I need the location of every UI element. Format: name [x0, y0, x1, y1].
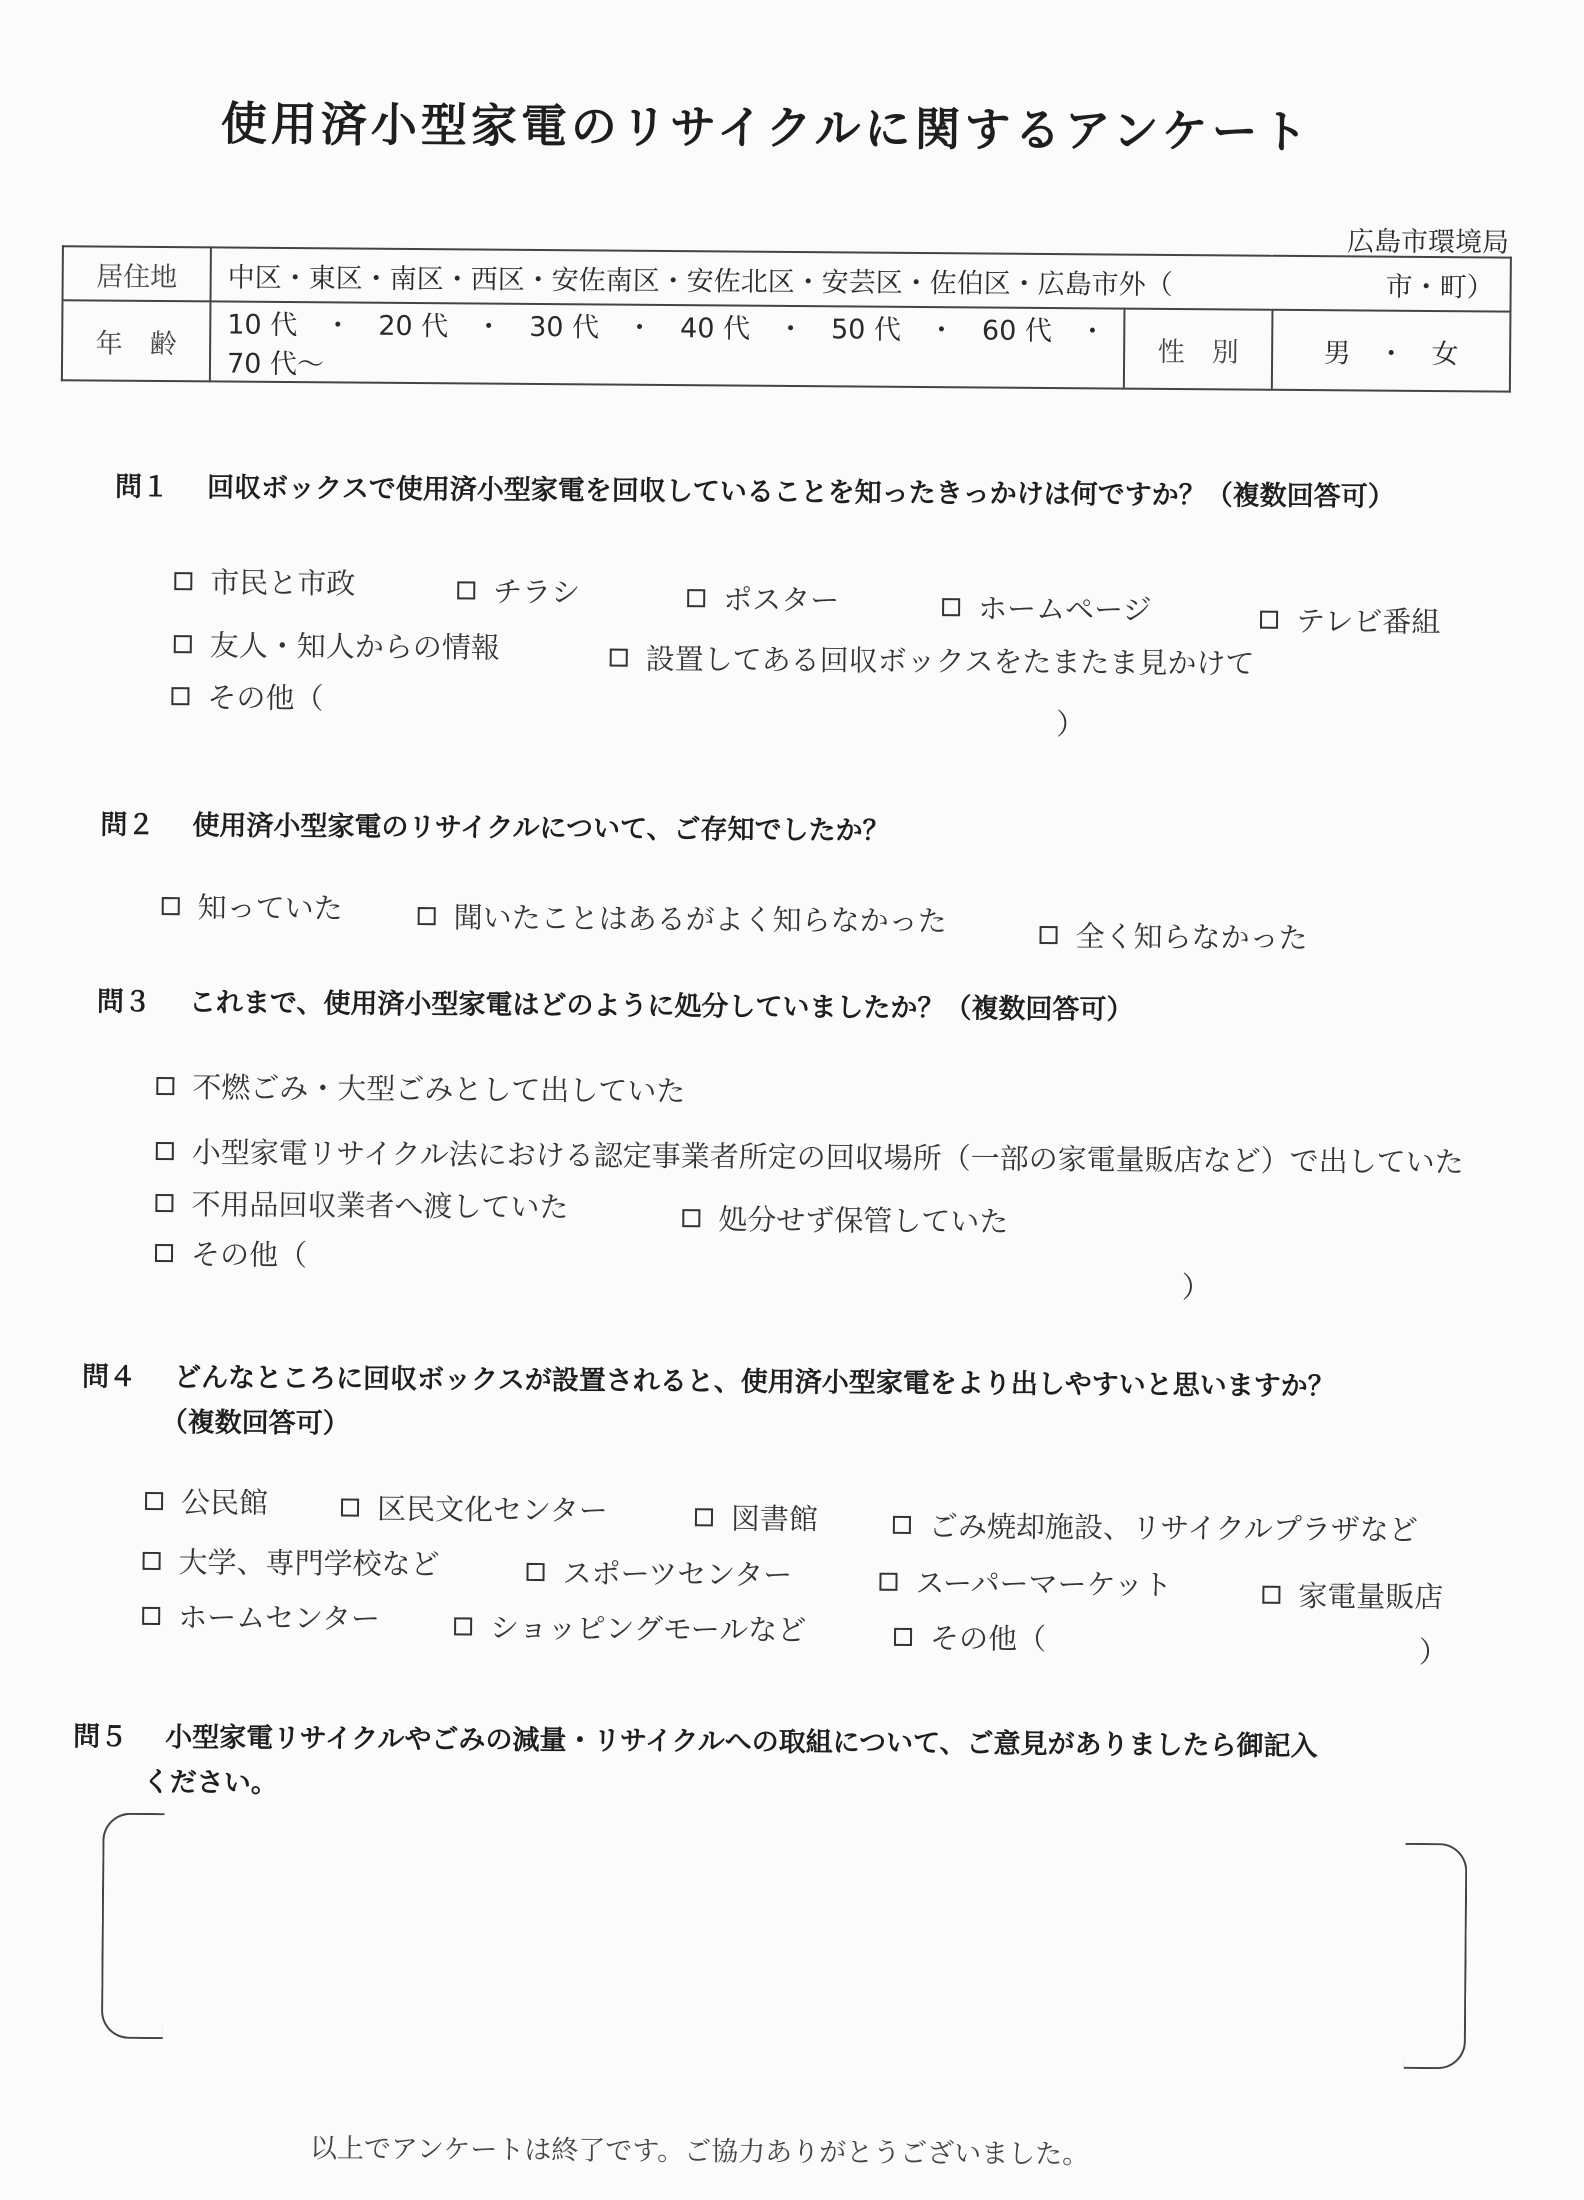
option-label: 大学、専門学校など: [178, 1545, 440, 1582]
q4-option-6[interactable]: [526, 1551, 792, 1594]
q2-number: 問２: [100, 809, 155, 841]
age-options: 10 代 ・ 20 代 ・ 30 代 ・ 40 代 ・ 50 代 ・ 60 代 ・ 70 代～: [210, 301, 1125, 388]
q2-option-2[interactable]: [418, 895, 947, 940]
q1-close-paren: ）: [1056, 707, 1086, 742]
q1-option-5[interactable]: [1260, 599, 1441, 641]
respondent-info-table: [61, 245, 1512, 392]
option-label: チラシ: [493, 574, 581, 610]
gender-options: 男 ・ 女: [1272, 310, 1511, 392]
option-label: 家電量販店: [1298, 1578, 1444, 1615]
checkbox[interactable]: [1260, 610, 1278, 628]
option-label: ごみ焼却施設、リサイクルプラザなど: [928, 1509, 1418, 1547]
checkbox[interactable]: [457, 581, 475, 599]
gender-label: 性 別: [1124, 309, 1273, 390]
q4-option-10[interactable]: [454, 1605, 806, 1649]
option-label: テレビ番組: [1295, 603, 1441, 640]
page-title: 使用済小型家電のリサイクルに関するアンケート: [220, 96, 1312, 160]
checkbox[interactable]: [142, 1606, 160, 1624]
checkbox[interactable]: [610, 648, 628, 666]
option-label: その他（: [190, 1237, 308, 1273]
q1-option-7[interactable]: [610, 637, 1255, 683]
option-label: スーパーマーケット: [915, 1565, 1173, 1603]
q1-option-4[interactable]: [942, 586, 1152, 629]
checkbox[interactable]: [174, 635, 192, 653]
checkbox[interactable]: [145, 1491, 163, 1509]
q2-option-3[interactable]: [1039, 914, 1307, 957]
q5-heading: [73, 1714, 1318, 1763]
q1-option-1[interactable]: [174, 560, 355, 602]
q5-text: 小型家電リサイクルやごみの減量・リサイクルへの取組について、ご意見がありましたら御記入: [165, 1722, 1318, 1763]
checkbox[interactable]: [418, 907, 436, 925]
q1-option-6[interactable]: [174, 623, 500, 667]
q4-number: 問４: [81, 1361, 137, 1393]
q2-heading: [100, 803, 889, 848]
checkbox[interactable]: [155, 1244, 173, 1262]
q3-option-2[interactable]: [156, 1130, 1464, 1181]
option-label: ショッピングモールなど: [489, 1610, 807, 1648]
q4-text: どんなところに回収ボックスが設置されると、使用済小型家電をより出しやすいと思いますか？: [173, 1362, 1335, 1403]
q4-option-9[interactable]: [142, 1595, 380, 1638]
age-label: 年 齢: [62, 300, 211, 381]
q3-heading: [97, 980, 1134, 1027]
checkbox[interactable]: [143, 1551, 161, 1569]
option-label: 小型家電リサイクル法における認定事業者所定の回収場所（一部の家電量販店など）で出していた: [191, 1135, 1464, 1180]
option-label: 全く知らなかった: [1075, 919, 1308, 956]
option-label: 設置してある回収ボックスをたまたま見かけて: [645, 641, 1255, 681]
option-label: 聞いたことはあるがよく知らなかった: [453, 900, 947, 939]
checkbox[interactable]: [879, 1572, 897, 1590]
option-label: 知っていた: [197, 890, 343, 926]
residence-options: 中区・東区・南区・西区・安佐南区・安佐北区・安芸区・佐伯区・広島市外（: [227, 262, 1173, 301]
q4-option-8[interactable]: [1262, 1574, 1443, 1616]
q2-option-1[interactable]: [162, 885, 343, 927]
q4-option-7[interactable]: [879, 1561, 1172, 1604]
checkbox[interactable]: [156, 1077, 174, 1095]
option-label: その他（: [207, 680, 324, 716]
checkbox[interactable]: [155, 1194, 173, 1212]
q4-option-2[interactable]: [341, 1486, 608, 1529]
q3-option-3[interactable]: [155, 1182, 568, 1226]
checkbox[interactable]: [174, 572, 192, 590]
checkbox[interactable]: [162, 897, 180, 915]
option-label: 区民文化センター: [376, 1491, 609, 1528]
option-label: 処分せず保管していた: [718, 1202, 1009, 1239]
q3-text: これまで、使用済小型家電はどのように処分していましたか？（複数回答可）: [188, 987, 1134, 1026]
checkbox[interactable]: [894, 1627, 912, 1645]
residence-label: 居住地: [63, 246, 211, 301]
checkbox[interactable]: [156, 1142, 174, 1160]
q2-text: 使用済小型家電のリサイクルについて、ご存知でしたか？: [192, 810, 890, 847]
checkbox[interactable]: [695, 1508, 713, 1526]
option-label: ホームセンター: [178, 1600, 381, 1636]
option-label: 不用品回収業者へ渡していた: [191, 1187, 569, 1225]
q1-heading: [115, 465, 1395, 514]
checkbox[interactable]: [682, 1209, 700, 1227]
q4-close-paren: ）: [1418, 1634, 1449, 1670]
q3-close-paren: ）: [1181, 1270, 1211, 1305]
q3-option-1[interactable]: [156, 1065, 685, 1110]
option-label: 公民館: [180, 1485, 269, 1520]
comment-area[interactable]: [101, 1813, 1468, 2046]
checkbox[interactable]: [171, 687, 189, 705]
option-label: その他（: [929, 1621, 1047, 1657]
option-label: 不燃ごみ・大型ごみとして出していた: [192, 1070, 686, 1109]
q3-option-4[interactable]: [682, 1197, 1008, 1241]
q4-heading-line2: （複数回答可）: [160, 1407, 350, 1440]
q1-option-3[interactable]: [687, 577, 839, 619]
checkbox[interactable]: [526, 1562, 544, 1580]
q5-number: 問５: [73, 1721, 128, 1753]
q4-option-11[interactable]: [894, 1616, 1046, 1658]
q4-option-1[interactable]: [145, 1480, 268, 1522]
option-label: 友人・知人からの情報: [209, 628, 500, 665]
q1-text: 回収ボックスで使用済小型家電を回収していることを知ったきっかけは何ですか？（複数回答可）: [206, 472, 1395, 513]
q4-heading: [82, 1354, 1335, 1403]
checkbox[interactable]: [341, 1498, 359, 1516]
option-label: 図書館: [730, 1501, 819, 1537]
organization-name: 広島市環境局: [1346, 226, 1510, 259]
checkbox[interactable]: [454, 1617, 472, 1635]
residence-suffix: 市・町）: [1385, 271, 1494, 303]
checkbox[interactable]: [1262, 1585, 1280, 1603]
q5-heading-line2: ください。: [142, 1766, 278, 1799]
left-bracket: [101, 1813, 165, 2039]
q1-option-8[interactable]: [171, 675, 323, 717]
q3-option-5[interactable]: [155, 1232, 307, 1274]
option-label: ホームページ: [977, 591, 1152, 627]
q1-option-2[interactable]: [457, 569, 580, 611]
closing-message: 以上でアンケートは終了です。ご協力ありがとうございました。: [309, 2133, 1090, 2171]
q4-option-3[interactable]: [695, 1496, 818, 1538]
q1-number: 問１: [114, 471, 170, 504]
q4-option-4[interactable]: [893, 1504, 1418, 1549]
option-label: スポーツセンター: [562, 1556, 793, 1593]
option-label: ポスター: [723, 582, 840, 618]
right-bracket: [1404, 1843, 1468, 2069]
option-label: 市民と市政: [210, 565, 356, 601]
checkbox[interactable]: [893, 1515, 911, 1533]
checkbox[interactable]: [687, 589, 705, 607]
checkbox[interactable]: [942, 598, 960, 616]
checkbox[interactable]: [1039, 925, 1057, 943]
q3-number: 問３: [96, 986, 152, 1018]
q4-option-5[interactable]: [142, 1540, 439, 1583]
